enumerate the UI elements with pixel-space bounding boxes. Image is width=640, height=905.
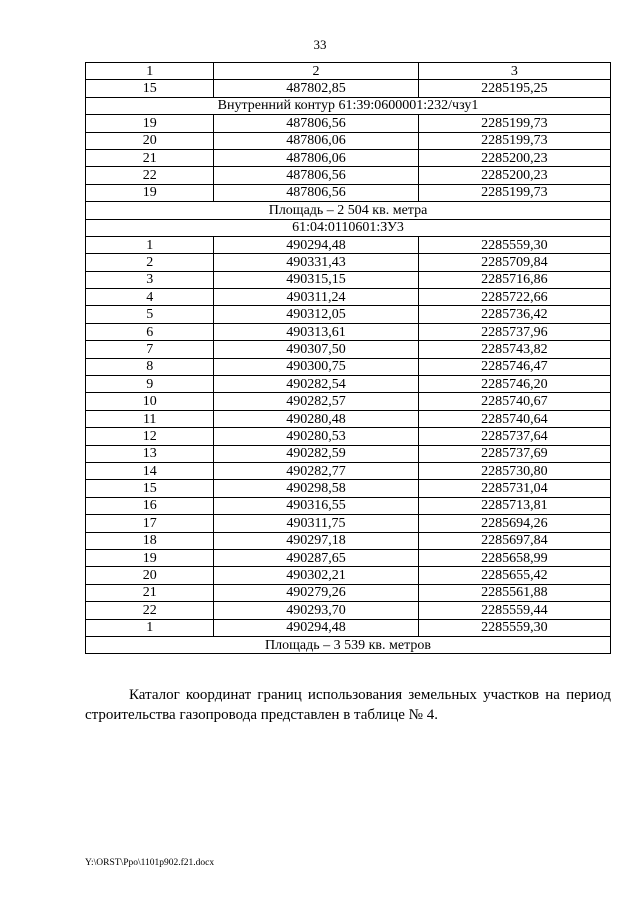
x-coordinate-cell: 490294,48 xyxy=(214,236,418,253)
y-coordinate-cell: 2285713,81 xyxy=(418,497,610,514)
x-coordinate-cell: 490293,70 xyxy=(214,602,418,619)
point-number-cell: 9 xyxy=(86,376,214,393)
y-coordinate-cell: 2285199,73 xyxy=(418,132,610,149)
x-coordinate-cell: 490316,55 xyxy=(214,497,418,514)
y-coordinate-cell: 2285730,80 xyxy=(418,462,610,479)
section-label: 61:04:0110601:ЗУ3 xyxy=(86,219,611,236)
y-coordinate-cell: 2285737,69 xyxy=(418,445,610,462)
point-number-cell: 13 xyxy=(86,445,214,462)
point-number-cell: 6 xyxy=(86,323,214,340)
y-coordinate-cell: 2285200,23 xyxy=(418,149,610,166)
table-row xyxy=(86,167,611,184)
x-coordinate-cell: 490311,24 xyxy=(214,289,418,306)
y-coordinate-cell: 2285731,04 xyxy=(418,480,610,497)
point-number-cell: 15 xyxy=(86,80,214,97)
x-coordinate-cell: 487806,56 xyxy=(214,167,418,184)
y-coordinate-cell: 2285658,99 xyxy=(418,549,610,566)
x-coordinate-cell: 490280,48 xyxy=(214,410,418,427)
table-row xyxy=(86,254,611,271)
x-coordinate-cell: 490302,21 xyxy=(214,567,418,584)
x-coordinate-cell: 490282,57 xyxy=(214,393,418,410)
table-row xyxy=(86,306,611,323)
y-coordinate-cell: 2285561,88 xyxy=(418,584,610,601)
column-header-number: 1 xyxy=(86,63,214,80)
y-coordinate-cell: 2285195,25 xyxy=(418,80,610,97)
y-coordinate-cell: 2285199,73 xyxy=(418,184,610,201)
y-coordinate-cell: 2285559,30 xyxy=(418,619,610,636)
table-section-row xyxy=(86,202,611,219)
table-row xyxy=(86,289,611,306)
table-header-row xyxy=(86,63,611,80)
y-coordinate-cell: 2285716,86 xyxy=(418,271,610,288)
point-number-cell: 12 xyxy=(86,428,214,445)
coordinates-table xyxy=(85,62,611,654)
x-coordinate-cell: 490315,15 xyxy=(214,271,418,288)
table-row xyxy=(86,236,611,253)
point-number-cell: 15 xyxy=(86,480,214,497)
table-section-row xyxy=(86,97,611,114)
table-row xyxy=(86,115,611,132)
x-coordinate-cell: 490279,26 xyxy=(214,584,418,601)
table-row xyxy=(86,515,611,532)
page-number: 33 xyxy=(313,37,327,52)
x-coordinate-cell: 487806,56 xyxy=(214,184,418,201)
x-coordinate-cell: 490280,53 xyxy=(214,428,418,445)
column-header-x: 2 xyxy=(214,63,418,80)
table-row xyxy=(86,271,611,288)
point-number-cell: 7 xyxy=(86,341,214,358)
table-row xyxy=(86,445,611,462)
file-path-footer: Y:\ORST\Ppo\1101p902.f21.docx xyxy=(85,858,215,868)
x-coordinate-cell: 490294,48 xyxy=(214,619,418,636)
point-number-cell: 4 xyxy=(86,289,214,306)
table-row xyxy=(86,619,611,636)
y-coordinate-cell: 2285199,73 xyxy=(418,115,610,132)
point-number-cell: 10 xyxy=(86,393,214,410)
x-coordinate-cell: 490298,58 xyxy=(214,480,418,497)
x-coordinate-cell: 490282,59 xyxy=(214,445,418,462)
y-coordinate-cell: 2285200,23 xyxy=(418,167,610,184)
point-number-cell: 19 xyxy=(86,115,214,132)
point-number-cell: 21 xyxy=(86,149,214,166)
y-coordinate-cell: 2285655,42 xyxy=(418,567,610,584)
point-number-cell: 19 xyxy=(86,549,214,566)
y-coordinate-cell: 2285746,47 xyxy=(418,358,610,375)
point-number-cell: 3 xyxy=(86,271,214,288)
y-coordinate-cell: 2285746,20 xyxy=(418,376,610,393)
point-number-cell: 19 xyxy=(86,184,214,201)
x-coordinate-cell: 490300,75 xyxy=(214,358,418,375)
y-coordinate-cell: 2285559,44 xyxy=(418,602,610,619)
table-row xyxy=(86,532,611,549)
table-row xyxy=(86,410,611,427)
table-row xyxy=(86,341,611,358)
x-coordinate-cell: 487802,85 xyxy=(214,80,418,97)
table-row xyxy=(86,602,611,619)
point-number-cell: 18 xyxy=(86,532,214,549)
y-coordinate-cell: 2285559,30 xyxy=(418,236,610,253)
y-coordinate-cell: 2285694,26 xyxy=(418,515,610,532)
table-row xyxy=(86,567,611,584)
point-number-cell: 11 xyxy=(86,410,214,427)
y-coordinate-cell: 2285740,67 xyxy=(418,393,610,410)
point-number-cell: 17 xyxy=(86,515,214,532)
point-number-cell: 5 xyxy=(86,306,214,323)
table-section-row xyxy=(86,636,611,653)
point-number-cell: 8 xyxy=(86,358,214,375)
point-number-cell: 2 xyxy=(86,254,214,271)
table-row xyxy=(86,132,611,149)
point-number-cell: 1 xyxy=(86,619,214,636)
table-row xyxy=(86,480,611,497)
table-row xyxy=(86,323,611,340)
y-coordinate-cell: 2285736,42 xyxy=(418,306,610,323)
x-coordinate-cell: 490282,54 xyxy=(214,376,418,393)
x-coordinate-cell: 490287,65 xyxy=(214,549,418,566)
table-row xyxy=(86,584,611,601)
table-section-row xyxy=(86,219,611,236)
point-number-cell: 21 xyxy=(86,584,214,601)
point-number-cell: 20 xyxy=(86,567,214,584)
table-row xyxy=(86,462,611,479)
point-number-cell: 22 xyxy=(86,167,214,184)
x-coordinate-cell: 490282,77 xyxy=(214,462,418,479)
y-coordinate-cell: 2285737,96 xyxy=(418,323,610,340)
point-number-cell: 16 xyxy=(86,497,214,514)
y-coordinate-cell: 2285709,84 xyxy=(418,254,610,271)
table-row xyxy=(86,149,611,166)
catalog-paragraph: Каталог координат границ использования земельных участков на период строительства газопровода представлен в таблице № 4. xyxy=(85,687,611,723)
section-label: Площадь – 3 539 кв. метров xyxy=(86,636,611,653)
column-header-y: 3 xyxy=(418,63,610,80)
y-coordinate-cell: 2285740,64 xyxy=(418,410,610,427)
y-coordinate-cell: 2285743,82 xyxy=(418,341,610,358)
table-row xyxy=(86,184,611,201)
table-row xyxy=(86,358,611,375)
x-coordinate-cell: 487806,06 xyxy=(214,149,418,166)
section-label: Площадь – 2 504 кв. метра xyxy=(86,202,611,219)
y-coordinate-cell: 2285697,84 xyxy=(418,532,610,549)
x-coordinate-cell: 487806,56 xyxy=(214,115,418,132)
table-row xyxy=(86,393,611,410)
point-number-cell: 20 xyxy=(86,132,214,149)
point-number-cell: 14 xyxy=(86,462,214,479)
table-row xyxy=(86,80,611,97)
x-coordinate-cell: 490331,43 xyxy=(214,254,418,271)
x-coordinate-cell: 490311,75 xyxy=(214,515,418,532)
coordinates-table-body xyxy=(86,63,611,654)
table-row xyxy=(86,428,611,445)
section-label: Внутренний контур 61:39:0600001:232/чзу1 xyxy=(86,97,611,114)
point-number-cell: 1 xyxy=(86,236,214,253)
x-coordinate-cell: 487806,06 xyxy=(214,132,418,149)
x-coordinate-cell: 490313,61 xyxy=(214,323,418,340)
point-number-cell: 22 xyxy=(86,602,214,619)
x-coordinate-cell: 490307,50 xyxy=(214,341,418,358)
x-coordinate-cell: 490312,05 xyxy=(214,306,418,323)
y-coordinate-cell: 2285737,64 xyxy=(418,428,610,445)
y-coordinate-cell: 2285722,66 xyxy=(418,289,610,306)
table-row xyxy=(86,376,611,393)
table-row xyxy=(86,549,611,566)
x-coordinate-cell: 490297,18 xyxy=(214,532,418,549)
table-row xyxy=(86,497,611,514)
